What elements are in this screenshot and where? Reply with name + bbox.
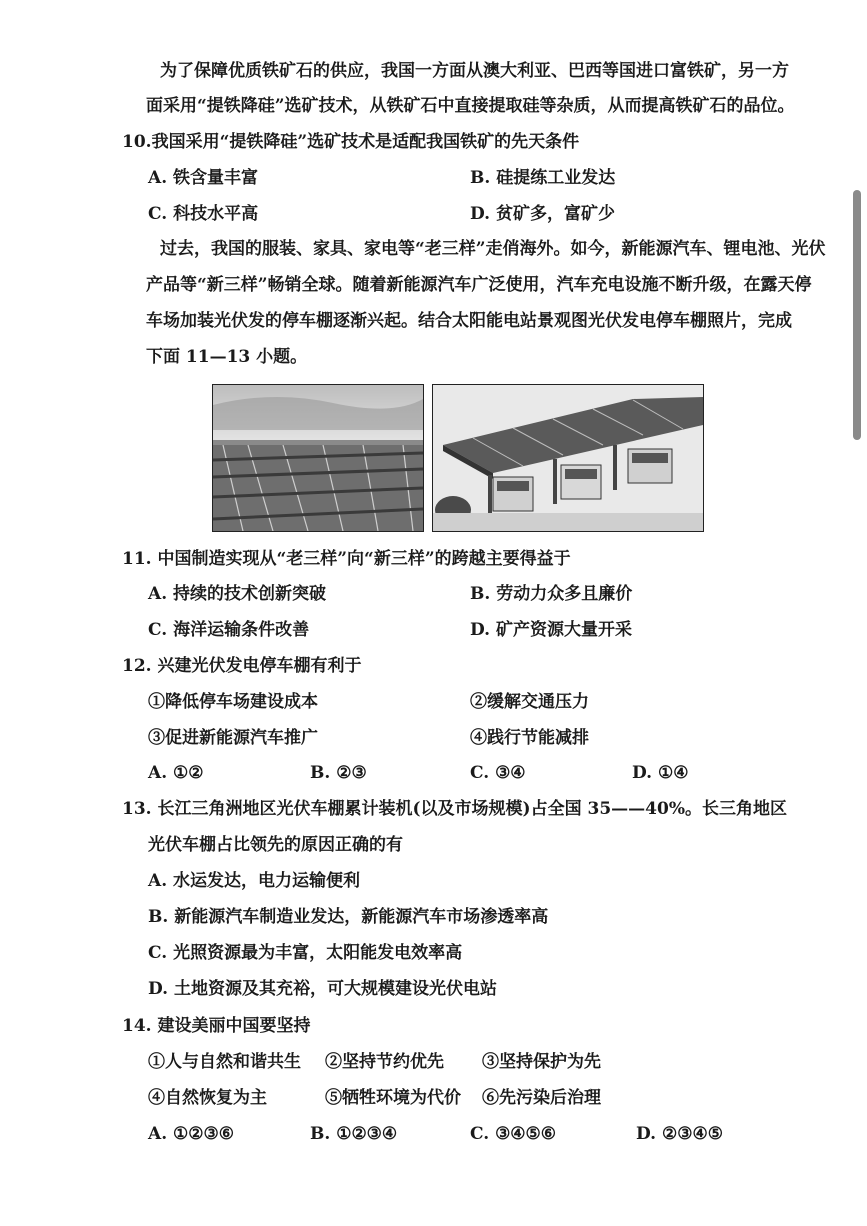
question-14-item-2: ②坚持节约优先 — [325, 1052, 444, 1072]
question-13-option-d: D. 土地资源及其充裕，可大规模建设光伏电站 — [148, 979, 497, 999]
question-13-option-b: B. 新能源汽车制造业发达，新能源汽车市场渗透率高 — [148, 907, 549, 927]
question-10-option-d: D. 贫矿多，富矿少 — [470, 204, 615, 224]
photo-group — [212, 384, 704, 530]
question-14-item-4: ④自然恢复为主 — [148, 1088, 267, 1108]
question-10-option-b: B. 硅提练工业发达 — [470, 168, 616, 188]
solar-power-station-photo — [212, 384, 424, 532]
question-14-item-3: ③坚持保护为先 — [482, 1052, 601, 1072]
question-11-option-a: A. 持续的技术创新突破 — [148, 584, 327, 604]
question-12-item-1: ①降低停车场建设成本 — [148, 692, 318, 712]
question-12-option-c: C. ③④ — [470, 763, 526, 783]
question-14-item-6: ⑥先污染后治理 — [482, 1088, 601, 1108]
question-10-stem: 10.我国采用“提铁降硅”选矿技术是适配我国铁矿的先天条件 — [122, 132, 580, 152]
question-11-option-d: D. 矿产资源大量开采 — [470, 620, 632, 640]
question-14-option-a: A. ①②③⑥ — [148, 1124, 234, 1144]
question-13-option-a: A. 水运发达，电力运输便利 — [148, 871, 361, 891]
intro-paragraph-2-line-3: 车场加装光伏发的停车棚逐渐兴起。结合太阳能电站景观图光伏发电停车棚照片，完成 — [146, 311, 792, 331]
question-12-option-b: B. ②③ — [310, 763, 367, 783]
intro-paragraph-2-line-2: 产品等“新三样”畅销全球。随着新能源汽车广泛使用，汽车充电设施不断升级，在露天停 — [146, 275, 812, 295]
question-13-stem-line-1: 13. 长江三角洲地区光伏车棚累计装机(以及市场规模)占全国 35——40%。长三角地区 — [122, 799, 787, 819]
question-14-item-1: ①人与自然和谐共生 — [148, 1052, 301, 1072]
solar-carport-photo — [432, 384, 704, 532]
intro-paragraph-2-line-1: 过去，我国的服装、家具、家电等“老三样”走俏海外。如今，新能源汽车、锂电池、光伏 — [160, 239, 826, 259]
question-13-option-c: C. 光照资源最为丰富，太阳能发电效率高 — [148, 943, 463, 963]
question-11-option-b: B. 劳动力众多且廉价 — [470, 584, 633, 604]
question-14-stem: 14. 建设美丽中国要坚持 — [122, 1016, 311, 1036]
intro-paragraph-1-line-1: 为了保障优质铁矿石的供应，我国一方面从澳大利亚、巴西等国进口富铁矿，另一方 — [160, 61, 789, 81]
question-14-option-c: C. ③④⑤⑥ — [470, 1124, 557, 1144]
question-12-stem: 12. 兴建光伏发电停车棚有利于 — [122, 656, 362, 676]
question-12-item-4: ④践行节能减排 — [470, 728, 589, 748]
question-12-item-3: ③促进新能源汽车推广 — [148, 728, 318, 748]
question-10-option-a: A. 铁含量丰富 — [148, 168, 259, 188]
question-14-item-5: ⑤牺牲环境为代价 — [325, 1088, 461, 1108]
question-12-option-d: D. ①④ — [632, 763, 689, 783]
intro-paragraph-2-line-4: 下面 11—13 小题。 — [146, 347, 308, 367]
question-11-stem: 11. 中国制造实现从“老三样”向“新三样”的跨越主要得益于 — [122, 549, 571, 569]
question-11-option-c: C. 海洋运输条件改善 — [148, 620, 310, 640]
vertical-scrollbar[interactable] — [853, 190, 861, 440]
question-12-item-2: ②缓解交通压力 — [470, 692, 589, 712]
intro-paragraph-1-line-2: 面采用“提铁降硅”选矿技术，从铁矿石中直接提取硅等杂质，从而提高铁矿石的品位。 — [146, 96, 795, 116]
question-14-option-d: D. ②③④⑤ — [636, 1124, 723, 1144]
question-12-option-a: A. ①② — [148, 763, 204, 783]
question-13-stem-line-2: 光伏车棚占比领先的原因正确的有 — [148, 835, 403, 855]
question-14-option-b: B. ①②③④ — [310, 1124, 398, 1144]
question-10-option-c: C. 科技水平高 — [148, 204, 259, 224]
